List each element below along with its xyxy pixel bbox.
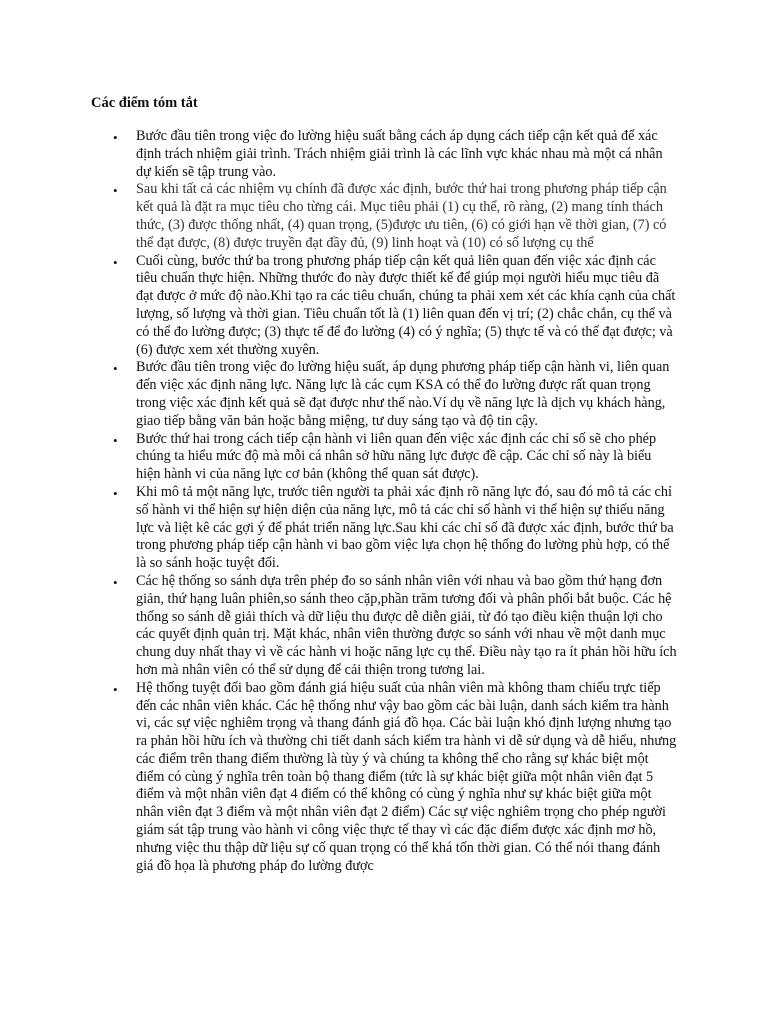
list-item <box>0 484 677 573</box>
list-item-text: Khi mô tả một năng lực, trước tiên người ta phải xác định rõ năng lực đó, sau đó mô tả các chỉ số hành vi thể hiện sự hiện diện của năng lực, mô tả các chỉ số hành vi thể hiện sự thiếu năng lực và liệt kê các gợi ý để phát triển năng lực.Sau khi các chỉ số đã được xác định, bước thứ ba trong phương pháp tiếp cận hành vi bao gồm việc lựa chọn hệ thống đo lường phù hợp, có thể là so sánh hoặc tuyệt đối. <box>136 483 674 572</box>
bullet-icon: • <box>113 432 118 448</box>
bullet-icon: • <box>113 183 118 199</box>
summary-bullet-list <box>0 128 768 875</box>
list-item-text: Cuối cùng, bước thứ ba trong phương pháp tiếp cận kết quả liên quan đến việc xác định các tiêu chuẩn thực hiện. Những thước đo này được thiết kế để giúp mọi người hiểu mục tiêu đã đạt được ở mức độ nào.Khi tạo ra các tiêu chuẩn, chúng ta phải xem xét các khía cạnh của chất lượng, số lượng và thời gian. Tiêu chuẩn tốt là (1) liên quan đến vị trí; (2) chắc chắn, cụ thể và có thể đo lường được; (3) thực tế để đo lường (4) có ý nghĩa; (5) thực tế và có thể đạt được; và (6) được xem xét thường xuyên. <box>136 252 676 358</box>
bullet-icon: • <box>113 485 118 501</box>
list-item <box>0 359 677 430</box>
list-item-text: Bước đầu tiên trong việc đo lường hiệu suất bằng cách áp dụng cách tiếp cận kết quả để xác định trách nhiệm giải trình. Trách nhiệm giải trình là các lĩnh vực khác nhau mà một cá nhân dự kiến sẽ tập trung vào. <box>136 128 663 180</box>
bullet-icon: • <box>113 254 118 270</box>
list-item <box>0 128 677 181</box>
list-item <box>0 573 677 680</box>
list-item-text: Bước thứ hai trong cách tiếp cận hành vi liên quan đến việc xác định các chỉ số sẽ cho phép chúng ta hiểu mức độ mà mỗi cá nhân sở hữu năng lực được đề cập. Các chỉ số này là biểu hiện hành vi của năng lực cơ bản (không thể quan sát được). <box>136 430 657 483</box>
bullet-icon: • <box>113 681 118 697</box>
list-item <box>0 181 677 252</box>
list-item <box>0 253 677 360</box>
list-item-text: Các hệ thống so sánh dựa trên phép đo so sánh nhân viên với nhau và bao gồm thứ hạng đơn giản, thứ hạng luân phiên,so sánh theo cặp,phần trăm tương đối và phân phối bắt buộc. Các hệ thống so sánh dễ giải thích và dữ liệu thu được dễ diễn giải, từ đó tạo điều kiện thuận lợi cho các quyết định quản trị. Mặt khác, nhân viên thường được so sánh với nhau về một danh mục chung duy nhất thay vì về các hành vi hoặc năng lực cụ thể. Điều này tạo ra ít phản hồi hữu ích hơn mà nhân viên có thể sử dụng để cải thiện trong tương lai. <box>136 572 677 678</box>
list-item-text: Sau khi tất cả các nhiệm vụ chính đã được xác định, bước thứ hai trong phương pháp tiếp cận kết quả là đặt ra mục tiêu cho từng cái. Mục tiêu phải (1) cụ thể, rõ ràng, (2) mang tính thách thức, (3) được thống nhất, (4) quan trọng, (5)được ưu tiên, (6) có giới hạn về thời gian, (7) có thể đạt được, (8) được truyền đạt đầy đủ, (9) linh hoạt và (10) có số lượng cụ thể <box>136 181 667 251</box>
list-item-text: Hệ thống tuyệt đối bao gồm đánh giá hiệu suất của nhân viên mà không tham chiếu trực tiếp đến các nhân viên khác. Các hệ thống như vậy bao gồm các bài luận, danh sách kiểm tra hành vi, các sự việc nghiêm trọng và thang đánh giá đồ họa. Các bài luận khó định lượng nhưng tạo ra phản hồi hữu ích và thường chi tiết danh sách kiểm tra hành vi dễ sử dụng và dễ hiểu, nhưng các điểm trên thang điểm thường là tùy ý và chúng ta không thể cho rằng sự khác biệt một điểm có cùng ý nghĩa trên toàn bộ thang điểm (tức là sự khác biệt giữa một nhân viên đạt 5 điểm và một nhân viên đạt 4 điểm có thể không có cùng ý nghĩa như sự khác biệt giữa một nhân viên đạt 3 điểm và một nhân viên đạt 2 điểm) Các sự việc nghiêm trọng cho phép người giám sát tập trung vào hành vi công việc thực tế thay vì các đặc điểm được xác định mơ hồ, nhưng việc thu thập dữ liệu sự cố quan trọng có thể khá tốn thời gian. Có thể nói thang đánh giá đồ họa là phương pháp đo lường được <box>136 679 677 874</box>
list-item <box>0 431 677 484</box>
bullet-icon: • <box>113 574 118 590</box>
bullet-icon: • <box>113 361 118 377</box>
list-item <box>0 680 677 876</box>
bullet-icon: • <box>113 130 118 145</box>
page-title: Các điểm tóm tắt <box>91 95 198 111</box>
list-item-text: Bước đầu tiên trong việc đo lường hiệu suất, áp dụng phương pháp tiếp cận hành vi, liên quan đến việc xác định năng lực. Năng lực là các cụm KSA có thể đo lường được rất quan trọng trong việc xác định kết quả sẽ đạt được như thế nào.Ví dụ về năng lực là dịch vụ khách hàng, giao tiếp bằng văn bản hoặc bằng miệng, tư duy sáng tạo và độ tin cậy. <box>136 359 670 429</box>
